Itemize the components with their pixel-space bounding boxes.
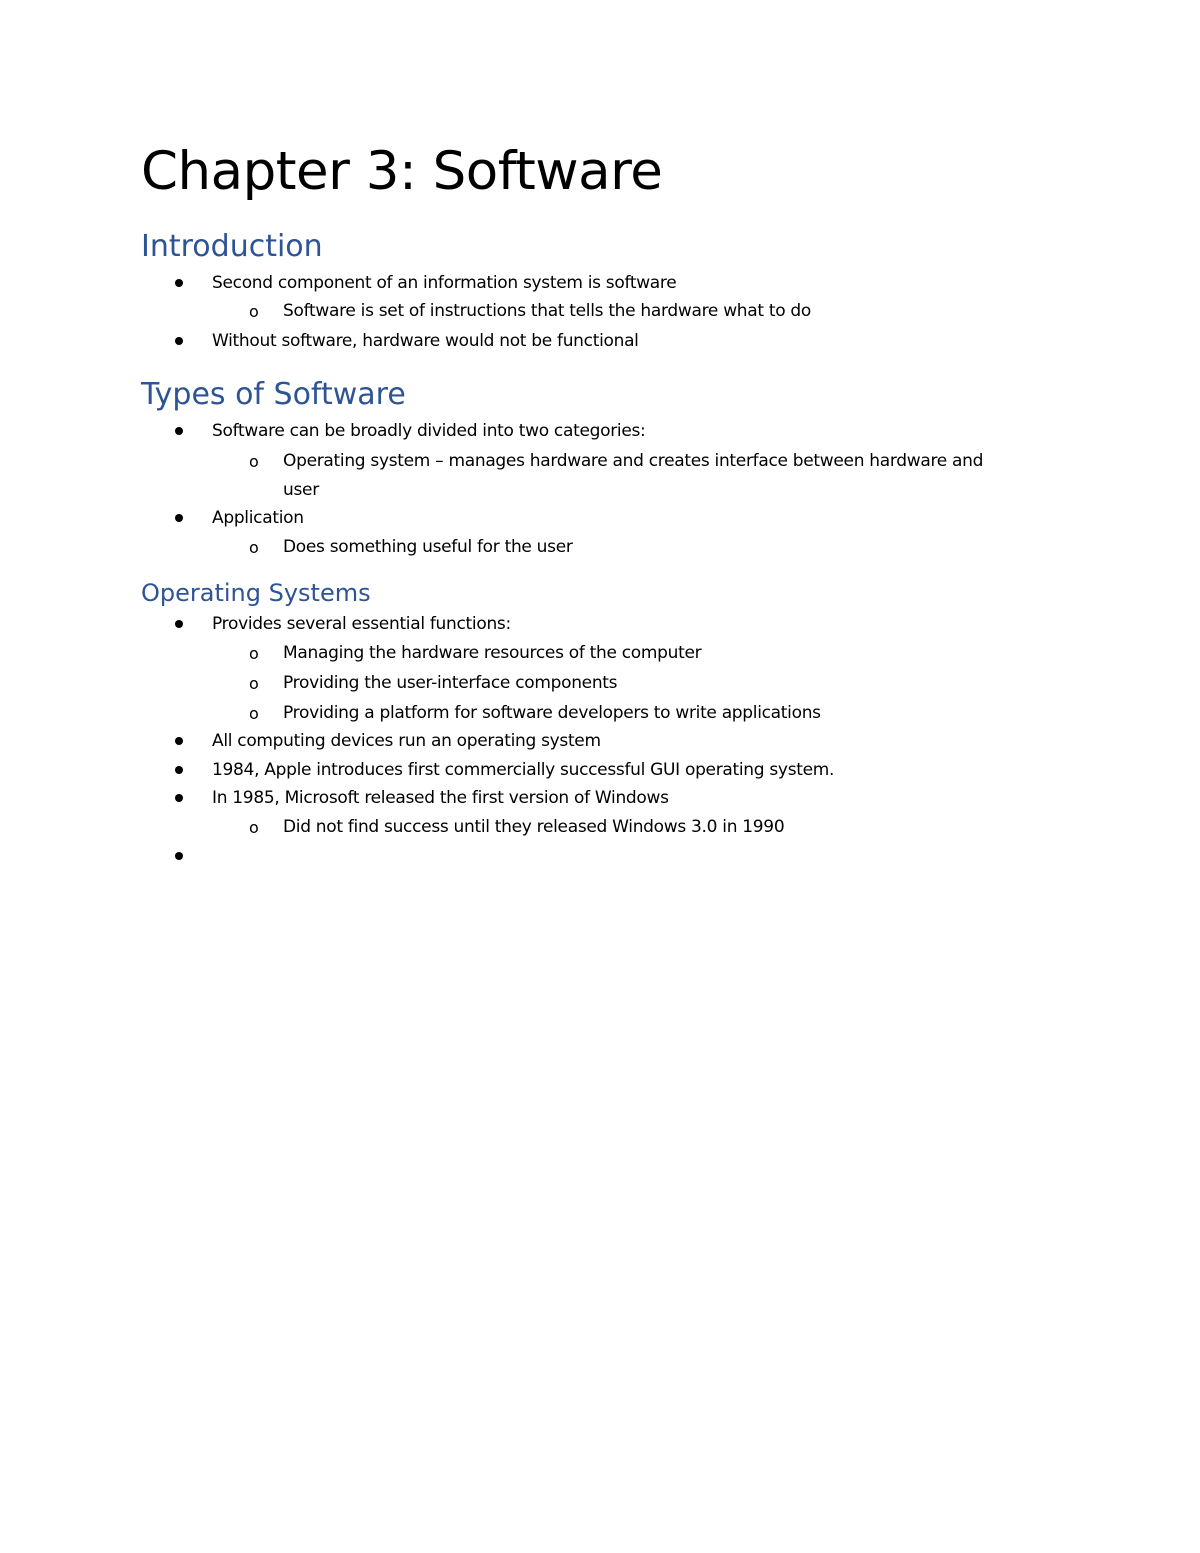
list-item: Operating system – manages hardware and creates interface between hardware and: [283, 451, 984, 471]
document-title: Chapter 3: Software: [141, 141, 663, 202]
bullet-icon: [175, 852, 183, 860]
list-item: Provides several essential functions:: [212, 614, 511, 634]
sub-bullet-icon: o: [249, 704, 259, 723]
list-item: Did not find success until they released Windows 3.0 in 1990: [283, 817, 785, 837]
bullet-icon: [175, 737, 183, 745]
bullet-icon: [175, 337, 183, 345]
sub-bullet-icon: o: [249, 538, 259, 557]
sub-bullet-icon: o: [249, 452, 259, 471]
list-item: Second component of an information system is software: [212, 273, 677, 293]
sub-bullet-icon: o: [249, 302, 259, 321]
section-heading-types-of-software: Types of Software: [141, 377, 406, 412]
list-item-continuation: user: [283, 480, 319, 500]
bullet-icon: [175, 794, 183, 802]
list-item: Managing the hardware resources of the computer: [283, 643, 702, 663]
bullet-icon: [175, 514, 183, 522]
bullet-icon: [175, 766, 183, 774]
list-item: 1984, Apple introduces first commercially successful GUI operating system.: [212, 760, 835, 780]
bullet-icon: [175, 279, 183, 287]
list-item: In 1985, Microsoft released the first version of Windows: [212, 788, 669, 808]
sub-bullet-icon: o: [249, 644, 259, 663]
sub-bullet-icon: o: [249, 818, 259, 837]
list-item: Application: [212, 508, 304, 528]
list-item: Without software, hardware would not be functional: [212, 331, 639, 351]
list-item: Software is set of instructions that tells the hardware what to do: [283, 301, 812, 321]
list-item: Providing a platform for software developers to write applications: [283, 703, 821, 723]
sub-bullet-icon: o: [249, 674, 259, 693]
list-item: All computing devices run an operating system: [212, 731, 601, 751]
list-item: Software can be broadly divided into two categories:: [212, 421, 646, 441]
list-item: Does something useful for the user: [283, 537, 573, 557]
list-item: Providing the user-interface components: [283, 673, 618, 693]
section-heading-introduction: Introduction: [141, 229, 323, 264]
bullet-icon: [175, 620, 183, 628]
section-heading-operating-systems: Operating Systems: [141, 579, 371, 607]
bullet-icon: [175, 427, 183, 435]
